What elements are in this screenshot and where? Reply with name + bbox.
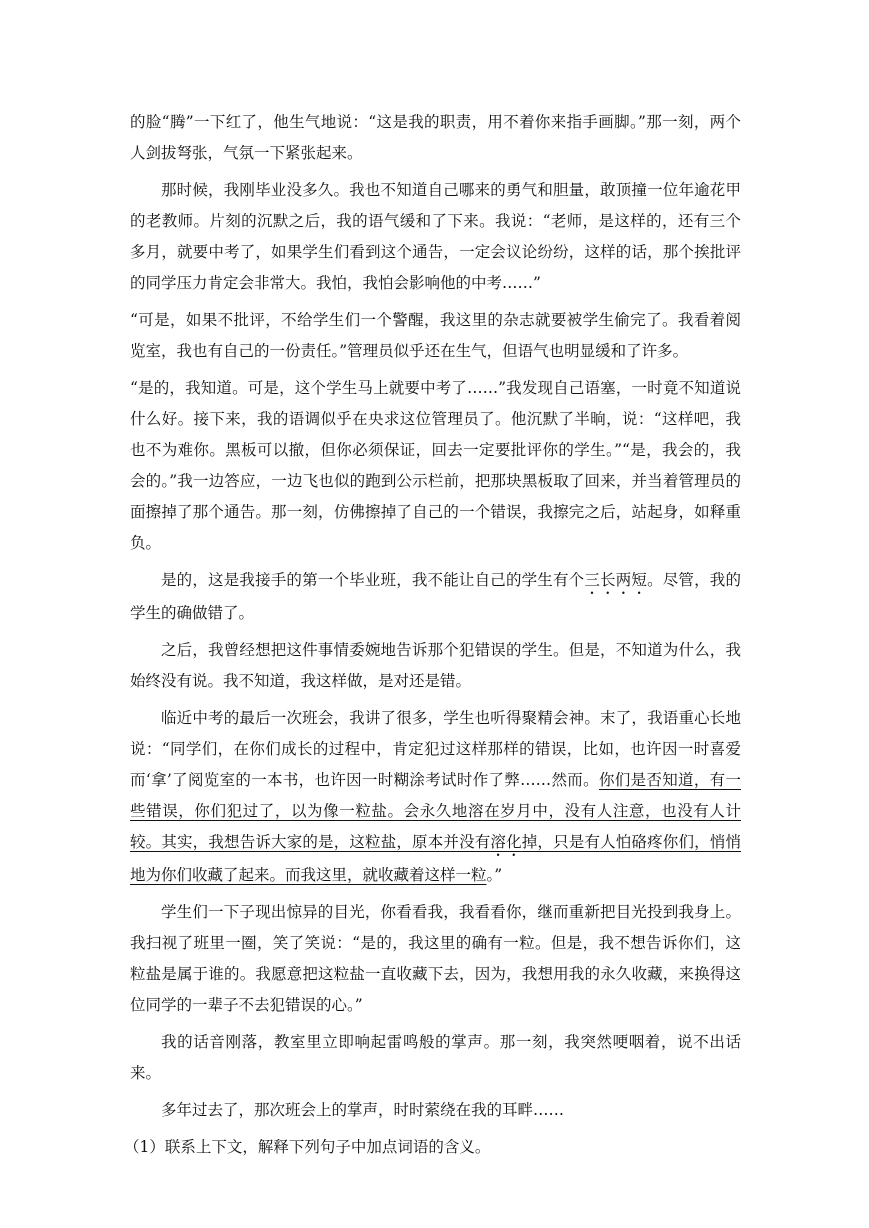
paragraph-10: 多年过去了，那次班会上的掌声，时时萦绕在我的耳畔……: [161, 1101, 565, 1119]
paragraph-9: 我的话音刚落，教室里立即响起雷鸣般的掌声。那一刻，我突然哽咽着，说不出话来。: [130, 1033, 741, 1082]
paragraph-5: [130, 565, 741, 629]
paragraph-7-text: 临近中考的最后一次班会，我讲了很多，学生也听得聚精会神。末了，我语重心长地说：“同学们，在你们成长的过程中，肯定犯过这样那样的错误，比如，也许因一时喜爱而‘拿’了阅览室的一本书，也许因一时糊涂考试时作了弊……然而。: [130, 709, 741, 789]
question-1: （1）联系上下文，解释下列句子中加点词语的含义。: [124, 1138, 491, 1156]
paragraph-5-before: 是的，这是我接手的第一个毕业班，我不能让自己的学生有个: [161, 571, 585, 589]
paragraph-6: 之后，我曾经想把这件事情委婉地告诉那个犯错误的学生。但是，不知道为什么，我始终没有说。我不知道，我这样做，是对还是错。: [130, 641, 741, 690]
paragraph-2: 那时候，我刚毕业没多久。我也不知道自己哪来的勇气和胆量，敢顶撞一位年逾花甲的老教师。片刻的沉默之后，我的语气缓和了下来。我说：“老师，是这样的，还有三个多月，就要中考了，如果学生们看到这个通告，一定会议论纷纷，这样的话，那个挨批评的同学压力肯定会非常大。我怕，我怕会影响他的中考……”: [130, 181, 741, 292]
paragraph-7: [130, 703, 741, 891]
paragraph-7-closing: 。”: [486, 866, 503, 884]
paragraph-5-after: 。尽管，我的学生的确做错了。: [130, 571, 741, 622]
paragraph-8: 学生们一下子现出惊异的目光，你看看我，我看看你，继而重新把目光投到我身上。我扫视了班里一圈，笑了笑说：“是的，我这里的确有一粒。但是，我不想告诉你们，这粒盐是属于谁的。我愿意把这粒盐一直收藏下去，因为，我想用我的永久收藏，来换得这位同学的一辈子不去犯错误的心。”: [130, 903, 741, 1014]
paragraph-3: “可是，如果不批评，不给学生们一个警醒，我这里的杂志就要被学生偷完了。我看着阅览室，我也有自己的一份责任。”管理员似乎还在生气，但语气也明显缓和了许多。: [130, 311, 741, 360]
paragraph-1: 的脸“腾”一下红了，他生气地说：“这是我的职责，用不着你来指手画脚。”那一刻，两个人剑拔弩张，气氛一下紧张起来。: [130, 113, 741, 162]
paragraph-4: “是的，我知道。可是，这个学生马上就要中考了……”我发现自己语塞，一时竟不知道说什么好。接下来，我的语调似乎在央求这位管理员了。他沉默了半晌，说：“这样吧，我也不为难你。黑板可以撤，但你必须保证，回去一定要批评你的学生。”“是，我会的，我会的。”我一边答应，一边飞也似的跑到公示栏前，把那块黑板取了回来，并当着管理员的面擦掉了那个通告。那一刻，仿佛擦掉了自己的一个错误，我擦完之后，站起身，如释重负。: [130, 379, 741, 552]
underlined-passage-part-2: 掉，只是有人怕硌疼你们，悄悄地为你们收藏了起来。而我这里，就收藏着这样一粒: [130, 833, 741, 884]
underlined-passage-part-1: 你们是否知道，有一些错误，你们犯过了，以为像一粒盐。会永久地溶在岁月中，没有人注意，也没有人计较。其实，我想告诉大家的是，这粒盐，原本并没有: [130, 771, 741, 851]
dotted-phrase-sanchang-liangduan: 三长两短: [584, 571, 648, 589]
dotted-word-ronghua: 溶化: [490, 833, 522, 851]
